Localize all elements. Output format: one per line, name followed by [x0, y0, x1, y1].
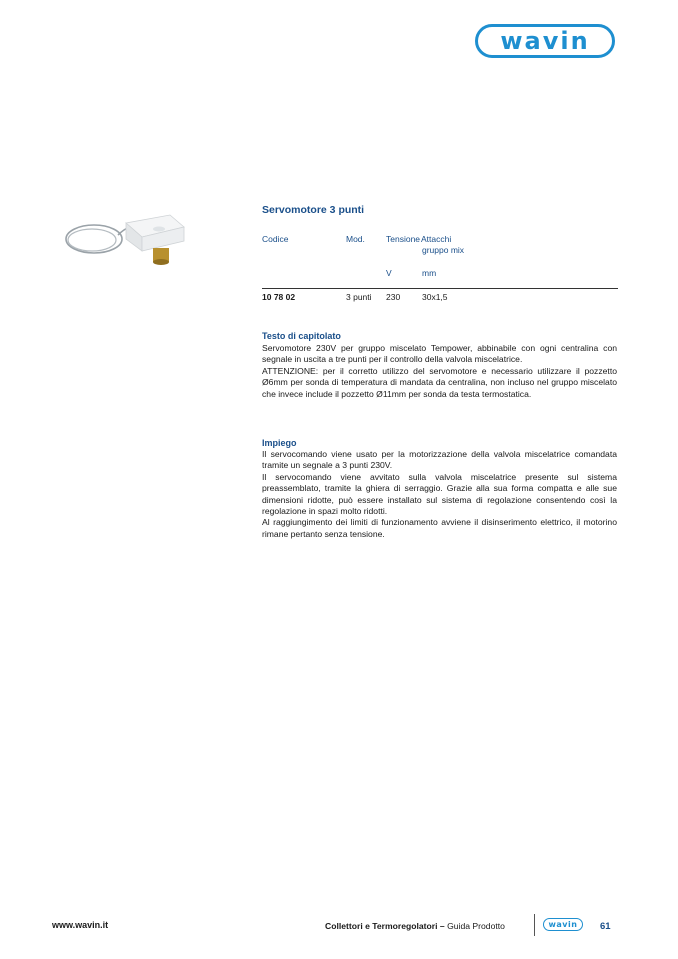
servomotor-product-image	[62, 205, 192, 275]
capitolato-warning: ATTENZIONE: per il corretto utilizzo del servomotore e necessario utilizzare il pozzetto Ø6mm per sonda di temperatura di mandata da centralina, non incluso nel gruppo miscelato che invece include il pozzetto Ø11mm per sonda da testa termostatica.	[262, 365, 617, 399]
footer-url[interactable]: www.wavin.it	[52, 920, 109, 930]
impiego-paragraph-1: Il servocomando viene usato per la motorizzazione della valvola miscelatrice comandata tramite un segnale a 3 punti 230V.	[262, 449, 617, 471]
cell-mod: 3 punti	[346, 292, 372, 302]
cell-attacchi: 30x1,5	[422, 292, 448, 302]
header-mod: Mod.	[346, 234, 365, 244]
unit-tensione: V	[386, 268, 392, 278]
impiego-paragraph-3: Al raggiungimento dei limiti di funzionamento avviene il disinserimento elettrico, il motorino rimane pertanto senza tensione.	[262, 517, 617, 539]
cell-codice: 10 78 02	[262, 292, 296, 302]
capitolato-paragraph: Servomotore 230V per gruppo miscelato Tempower, abbinabile con ogni centralina con segnale in uscita a tre punti per il controllo della valvola miscelatrice.	[262, 343, 617, 365]
table-row	[262, 292, 618, 306]
unit-attacchi: mm	[422, 268, 437, 278]
capitolato-title: Testo di capitolato	[262, 331, 341, 341]
header-codice: Codice	[262, 234, 289, 244]
footer-wavin-logo: wavin	[543, 918, 583, 931]
footer-divider	[534, 914, 535, 936]
capitolato-text	[262, 343, 617, 400]
impiego-paragraph-2: Il servocomando viene avvitato sulla valvola miscelatrice presente sul sistema preassemblato, tramite la ghiera di serraggio. Grazie alla sua forma compatta e alle sue dimensioni ridotte, può essere installato sul sistema di regolazione consentendo così la regolazione in spazi molto ridotti.	[262, 471, 617, 517]
header-attacchi-sub: gruppo mix	[422, 245, 465, 255]
impiego-text	[262, 449, 617, 540]
footer-title	[325, 921, 505, 931]
header-tensione: Tensione	[386, 234, 421, 244]
cell-tensione: 230	[386, 292, 401, 302]
product-title: Servomotore 3 punti	[262, 204, 365, 216]
page-number: 61	[600, 921, 611, 932]
table-rule	[262, 288, 618, 289]
footer-title-bold: Collettori e Termoregolatori –	[325, 921, 445, 931]
impiego-title: Impiego	[262, 438, 297, 448]
spec-table-header	[262, 234, 618, 288]
spec-table	[262, 234, 618, 306]
header-attacchi: Attacchi	[421, 234, 452, 244]
footer-title-rest: Guida Prodotto	[444, 921, 505, 931]
wavin-logo: wavin	[475, 24, 615, 58]
